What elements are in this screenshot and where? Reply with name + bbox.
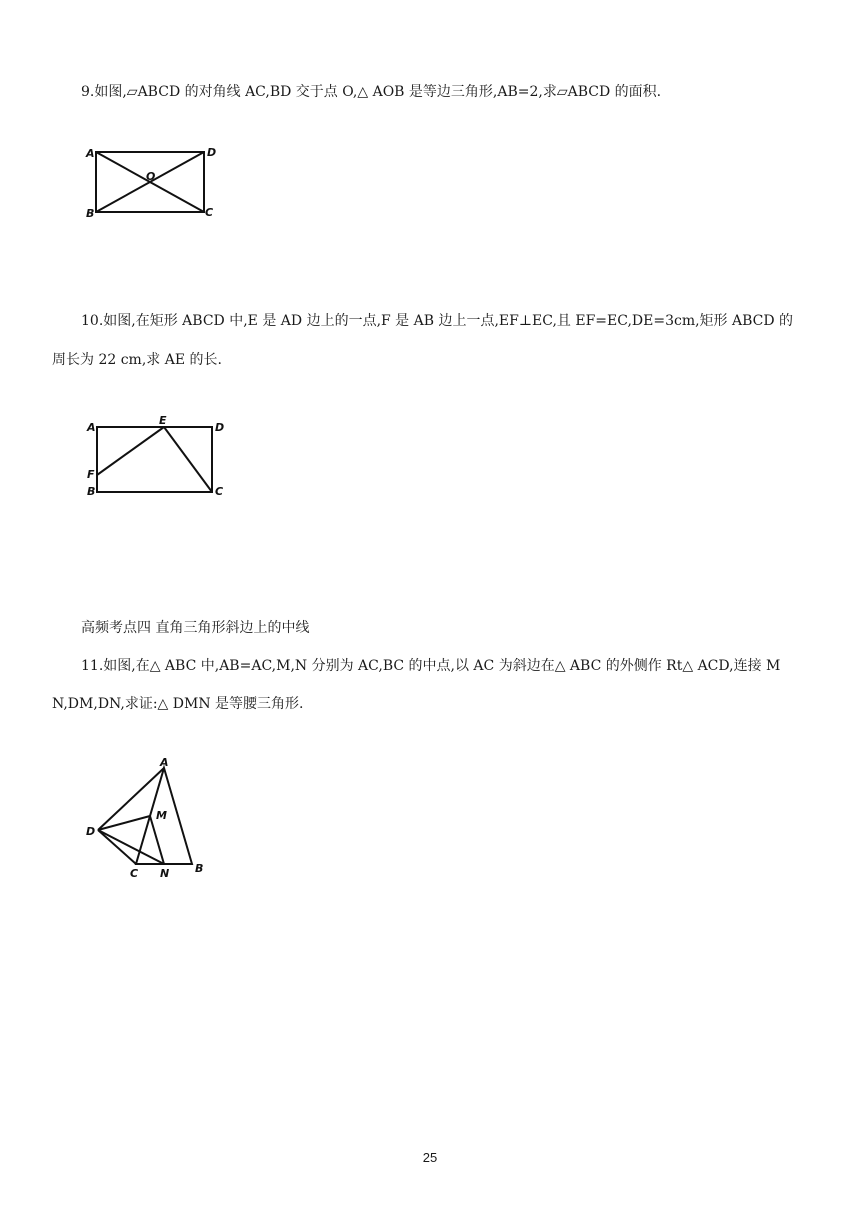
problem-10-line-1: 10.如图,在矩形 ABCD 中,E 是 AD 边上的一点,F 是 AB 边上一点,EF⊥EC,且 EF=EC,DE=3cm,矩形 ABCD 的 — [81, 313, 794, 329]
label-d: D — [86, 825, 96, 838]
page-number: 25 — [422, 1150, 438, 1165]
label-o: O — [146, 170, 156, 183]
label-d: D — [207, 146, 217, 159]
triangle-diagram — [84, 756, 224, 886]
label-b: B — [195, 862, 204, 875]
label-n: N — [160, 867, 170, 880]
label-c: C — [205, 206, 214, 219]
rectangle-diagram — [84, 414, 234, 500]
problem-9-text: 9.如图,▱ABCD 的对角线 AC,BD 交于点 O,△ AOB 是等边三角形,AB=2,求▱ABCD 的面积. — [81, 84, 662, 100]
parallelogram-diagram — [84, 144, 224, 224]
label-c: C — [130, 867, 139, 880]
label-b: B — [86, 207, 95, 220]
rectangle-abcd — [97, 427, 212, 492]
label-d: D — [215, 421, 225, 434]
label-b: B — [87, 485, 96, 498]
problem-11-figure — [84, 756, 224, 886]
label-a: A — [86, 147, 95, 160]
label-m: M — [156, 809, 167, 822]
label-e: E — [159, 414, 167, 427]
problem-10-line-2: 周长为 22 cm,求 AE 的长. — [52, 352, 222, 368]
segment-ec — [164, 427, 212, 492]
segment-ef — [97, 427, 164, 475]
problem-11-line-2: N,DM,DN,求证:△ DMN 是等腰三角形. — [52, 696, 304, 712]
label-c: C — [215, 485, 224, 498]
label-a: A — [160, 756, 169, 769]
label-a: A — [87, 421, 96, 434]
problem-11-line-1: 11.如图,在△ ABC 中,AB=AC,M,N 分别为 AC,BC 的中点,以 AC 为斜边在△ ABC 的外侧作 Rt△ ACD,连接 M — [81, 658, 781, 674]
problem-10-figure — [84, 414, 234, 500]
problem-9-figure — [84, 144, 224, 224]
section-heading: 高频考点四 直角三角形斜边上的中线 — [81, 620, 310, 636]
label-f: F — [87, 468, 95, 481]
